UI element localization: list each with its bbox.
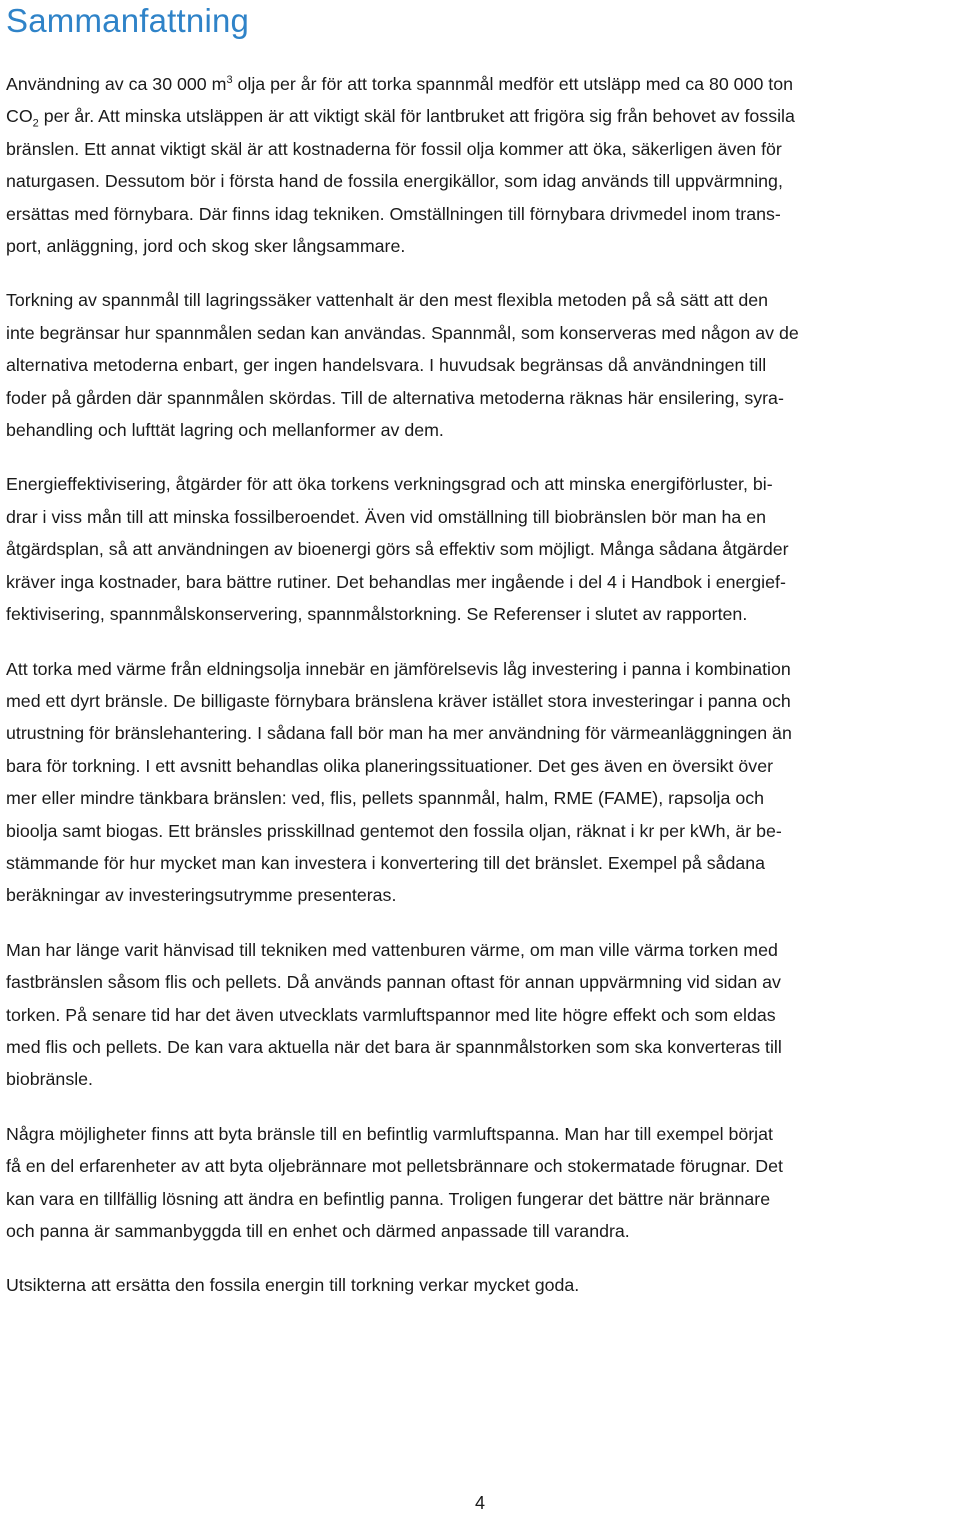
superscript-3: 3 [226, 74, 233, 87]
paragraph-4: Att torka med värme från eldningsolja innebär en jämförelsevis låg investering i panna i kombination med ett dyrt bränsle. De billigaste förnybara bränslena kräver istället stora investeringar i panna och utrustning för bränslehantering. I sådana fall bör man ha mer användning för värmeanläggningen än bara för torkning. I ett avsnitt behandlas olika planeringssituationer. Det ges även en översikt över mer eller mindre tänkbara bränslen: ved, flis, pellets spannmål, halm, RME (FAME), rapsolja och bioolja samt biogas. Ett bränsles prisskillnad gentemot den fossila oljan, räknat i kr per kWh, är be- stämmande för hur mycket man kan investera i konvertering till det bränslet. Exempel på sådana beräkningar av investeringsutrymme presenteras. [6, 658, 792, 906]
page-number: 4 [474, 1493, 485, 1513]
paragraph-1-part-c: per år. Att minska utsläppen är att viktigt skäl för lantbruket att frigöra sig från behovet av fossila bränslen. Ett annat viktigt skäl är att kostnaderna för fossil olja kommer att öka, säkerligen även för naturgasen. Dessutom bör i första hand de fossila energikällor, som idag används till uppvärmning, ersättas med förnybara. Där finns idag tekniken. Omställningen till förnybara drivmedel inom trans- port, anläggning, jord och skog sker långsammare. [6, 106, 795, 257]
paragraph-2: Torkning av spannmål till lagringssäker vattenhalt är den mest flexibla metoden på så sätt att den inte begränsar hur spannmålen sedan kan användas. Spannmål, som konserveras med någon av de alternativa metoderna enbart, ger ingen handelsvara. I huvudsak begränsas då användningen till foder på gården där spannmålen skördas. Till de alternativa metoderna räknas här ensilering, syra- behandling och lufttät lagring och mellanformer av dem. [6, 290, 799, 441]
body-text [6, 68, 952, 1324]
paragraph-3: Energieffektivisering, åtgärder för att öka torkens verkningsgrad och att minska energiförluster, bi- drar i viss mån till att minska fossilberoendet. Även vid omställning till biobränslen bör man ha en åtgärdsplan, så att användningen av bioenergi görs så effektiv som möjligt. Många sådana åtgärder kräver inga kostnader, bara bättre rutiner. Det behandlas mer ingående i del 4 i Handbok i energief- fektivisering, spannmålskonservering, spannmålstorkning. Se Referenser i slutet av rapporten. [6, 474, 789, 625]
paragraph-5: Man har länge varit hänvisad till tekniken med vattenburen värme, om man ville värma torken med fastbränslen såsom flis och pellets. Då används pannan oftast för annan uppvärmning vid sidan av torken. På senare tid har det även utvecklats varmluftspannor med lite högre effekt och som eldas med flis och pellets. De kan vara aktuella när det bara är spannmålstorken som ska konverteras till biobränsle. [6, 939, 782, 1090]
paragraph-7: Utsikterna att ersätta den fossila energin till torkning verkar mycket goda. [6, 1275, 580, 1296]
paragraph-1-part-a: Användning av ca 30 000 m [6, 74, 227, 94]
paragraph-6: Några möjligheter finns att byta bränsle till en befintlig varmluftspanna. Man har till exempel börjat få en del erfarenheter av att byta oljebrännare mot pelletsbrännare och stokermatade förugnar. Det kan vara en tillfällig lösning att ändra en befintlig panna. Troligen fungerar det bättre när brännare och panna är sammanbyggda till en enhet och därmed anpassade till varandra. [6, 1123, 783, 1241]
section-heading: Sammanfattning [6, 2, 250, 39]
paragraph-1-part-b: olja per år för att torka spannmål medför ett utsläpp med ca 80 000 ton CO [6, 74, 794, 127]
paragraph-1 [6, 68, 952, 262]
subscript-2: 2 [32, 117, 39, 130]
